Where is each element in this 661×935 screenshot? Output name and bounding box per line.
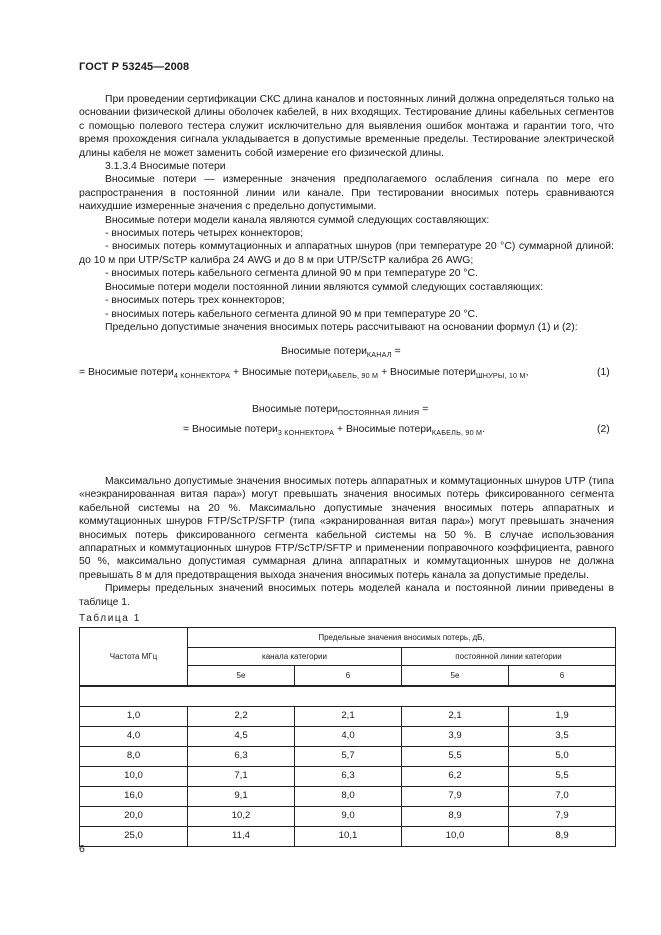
table-cell: 10,0 [80,766,188,786]
table-cell: 9,1 [188,786,295,806]
list-item: - вносимых потерь трех коннекторов; [105,295,285,307]
formula2-rhs: = Вносимые потери$_{3 КОННЕКТОРА}$ + Вносимые потери$_{КАБЕЛЬ, 90 М}$. [183,424,486,437]
paragraph-certification: При проведении сертификации СКС длина каналов и постоянных линий должна определяться только на основании физической длины оболочек кабелей, в них входящих. Тестирование длины кабельных сегментов с помощью полевого тестера служит исключительно для выявления ошибок монтажа и гарантии того, что время прохождения сигнала укладывается в допустимые временные пределы. Тестирование электрической длины кабеля не может заменить собой измерение его физической длины. [79,94,615,159]
table-cell: 7,9 [402,786,509,806]
table-cell: 7,9 [509,806,616,826]
freq-header: Частота МГц [80,628,188,686]
table-body [80,686,616,847]
table-cell: 8,0 [80,746,188,766]
table-cell: 5,0 [509,746,616,766]
table-cell: 2,1 [402,706,509,726]
table-caption: Таблица 1 [79,613,141,624]
table-cell: 8,9 [402,806,509,826]
table-cell: 20,0 [80,806,188,826]
table-row [80,746,616,766]
formula1-rhs: = Вносимые потери$_{4 КОННЕКТОРА}$ + Вносимые потери$_{КАБЕЛЬ, 90 М}$ + Вносимые потери$_{ШНУРЫ, 10 М}$, [79,367,529,380]
table-cell: 6,2 [402,766,509,786]
paragraph-patch-cords: Максимально допустимые значения вносимых потерь аппаратных и коммутационных шнуров UTP (типа «неэкранированная витая пара») могут превышать значения вносимых потерь фиксированного сегмента кабельной системы на 20 %. Максимально допустимые значения вносимых потерь аппаратных и коммутационных шнуров FTP/ScTP/SFTP (типа «экранированная витая пара») могут превышать значения вносимых потерь фиксированного сегмента кабельной системы на 50 %. В случае использования аппаратных и коммутационных шнуров FTP/ScTP/SFTP и применении поправочного коэффициента, равного 50 %, максимально допустимая суммарная длина аппаратных и коммутационных шнуров не должна превышать 8 м для предотвращения выхода значения вносимых потерь канала за допустимые пределы. [79,476,614,581]
formula2-number: (2) [597,424,610,435]
table-cell: 7,1 [188,766,295,786]
table-cell: 4,5 [188,726,295,746]
table-row [80,786,616,806]
table-row [80,826,616,846]
category-header: 5е [402,666,509,686]
table-cell: 6,3 [188,746,295,766]
body-text [79,93,614,334]
table-row [80,806,616,826]
table-cell: 6,3 [295,766,402,786]
table-cell: 7,0 [509,786,616,806]
table-cell: 25,0 [80,826,188,846]
paragraph-table-ref: Примеры предельных значений вносимых потерь моделей канала и постоянной линии приведены в таблице 1. [79,583,614,608]
document-header: ГОСТ Р 53245—2008 [79,61,190,73]
table-cell: 10,1 [295,826,402,846]
table-row [80,766,616,786]
list-item: - вносимых потерь коммутационных и аппаратных шнуров (при температуре 20 °С) суммарной длиной: до 10 м при UTP/ScTP калибра 24 AWG и до 8 м при UTP/ScTP калибра 26 AWG; [79,241,614,266]
paragraph-link-sum: Вносимые потери модели постоянной линии являются суммой следующих составляющих: [105,281,544,293]
table-cell: 1,0 [80,706,188,726]
table-cell: 4,0 [80,726,188,746]
channel-header: канала категории [188,648,402,666]
group-header: Предельные значения вносимых потерь, дБ, [188,628,616,648]
table-row [80,706,616,726]
table-cell: 8,9 [509,826,616,846]
list-item: - вносимых потерь кабельного сегмента длиной 90 м при температуре 20 °С. [105,268,478,280]
table-cell: 2,2 [188,706,295,726]
page-number: 6 [79,844,85,855]
list-item: - вносимых потерь четырех коннекторов; [105,228,303,240]
table-cell: 3,5 [509,726,616,746]
table-cell: 11,4 [188,826,295,846]
table-cell: 3,9 [402,726,509,746]
formula1-lhs: Вносимые потери$_{КАНАЛ}$ = [281,346,401,359]
table-cell: 4,0 [295,726,402,746]
paragraph-definition: Вносимые потери — измеренные значения предполагаемого ослабления сигнала по мере его распространения в постоянной линии или канале. При тестировании вносимых потерь сравниваются наихудшие измеренные значения с предельно допустимыми. [79,174,614,213]
body-text-after-formulas [79,475,614,609]
insertion-loss-table [79,627,616,847]
table-cell: 1,9 [509,706,616,726]
paragraph-channel-sum: Вносимые потери модели канала являются суммой следующих составляющих: [105,214,490,226]
table-row [80,726,616,746]
table-cell: 10,0 [402,826,509,846]
category-header: 5е [188,666,295,686]
table-cell: 8,0 [295,786,402,806]
section-heading: 3.1.3.4 Вносимые потери [105,161,226,173]
table-cell: 10,2 [188,806,295,826]
table-cell: 9,0 [295,806,402,826]
table-cell: 5,7 [295,746,402,766]
category-header: 6 [295,666,402,686]
table-cell: 5,5 [509,766,616,786]
formula2-lhs: Вносимые потери$_{ПОСТОЯННАЯ ЛИНИЯ}$ = [252,404,429,417]
paragraph-formulas-intro: Предельно допустимые значения вносимых потерь рассчитывают на основании формул (1) и (2): [105,321,578,333]
link-header: постоянной линии категории [402,648,616,666]
formula1-number: (1) [597,367,610,378]
table-cell: 16,0 [80,786,188,806]
category-header: 6 [509,666,616,686]
header-separator [80,686,616,707]
table-cell: 2,1 [295,706,402,726]
list-item: - вносимых потерь кабельного сегмента длиной 90 м при температуре 20 °С. [105,308,478,320]
table-cell: 5,5 [402,746,509,766]
